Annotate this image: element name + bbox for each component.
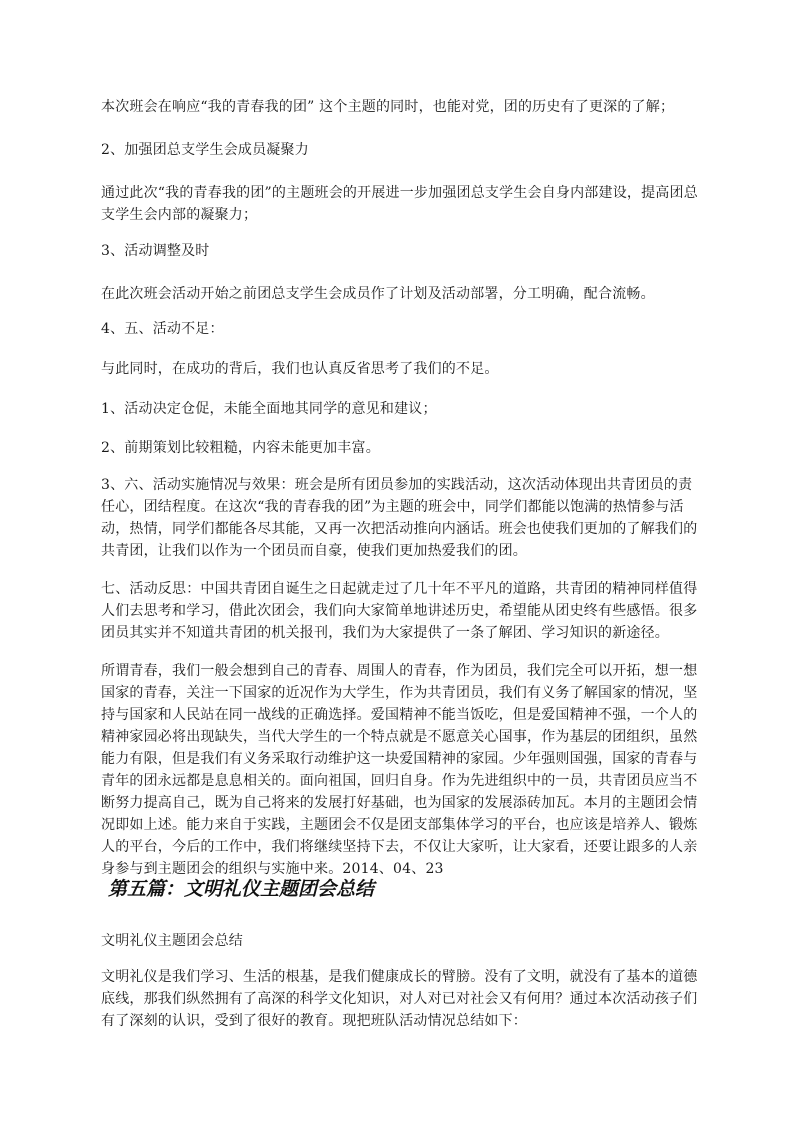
item-heading-cohesion: 2、加强团总支学生会成员凝聚力 [101,142,309,158]
item-heading-adjustment: 3、活动调整及时 [101,243,210,259]
paragraph-effect: 3、六、活动实施情况与效果：班会是所有团员参加的实践活动，这次活动体现出共青团员的责任心，团结程度。在这次“我的青春我的团”为主题的班会中，同学们都能以饱满的热情参与活动，热情，同学们都能各尽其能，又再一次把活动推向内涵话。班会也使我们更加的了解我们的共青团，让我们以作为一个团员而自豪，使我们更加热爱我们的团。 [101,477,698,559]
paragraph-adjustment: 在此次班会活动开始之前团总支学生会成员作了计划及活动部署，分工明确，配合流畅。 [101,286,655,302]
paragraph-shortcomings: 与此同时，在成功的背后，我们也认真反省思考了我们的不足。 [101,361,499,377]
section-subtitle: 文明礼仪主题团会总结 [101,933,243,949]
section-heading: 第五篇：文明礼仪主题团会总结 [108,878,375,900]
paragraph-shortcoming-2: 2、前期策划比较粗糙，内容未能更加丰富。 [101,440,380,456]
section-paragraph: 文明礼仪是我们学习、生活的根基，是我们健康成长的臂膀。没有了文明，就没有了基本的道德底线，那我们纵然拥有了高深的科学文化知识，对人对已对社会又有何用？通过本次活动孩子们有了深刻的认识，受到了很好的教育。现把班队活动情况总结如下： [101,969,698,1029]
item-heading-shortcomings: 4、五、活动不足： [101,321,224,337]
paragraph-intro: 本次班会在响应“我的青春我的团” 这个主题的同时，也能对党，团的历史有了更深的了解； [101,99,675,115]
paragraph-youth: 所谓青春，我们一般会想到自己的青春、周围人的青春，作为团员，我们完全可以开拓，想一想国家的青春，关注一下国家的近况作为大学生，作为共青团员，我们有义务了解国家的情况，坚持与国家和人民站在同一战线的正确选择。爱国精神不能当饭吃，但是爱国精神不强，一个人的精神家园必将出现缺失，当代大学生的一个特点就是不愿意关心国事，作为基层的团组织，虽然能力有限，但是我们有义务采取行动维护这一块爱国精神的家园。少年强则国强，国家的青春与青年的团永远都是息息相关的。面向祖国，回归自身。作为先进组织中的一员，共青团员应当不断努力提高自己，既为自己将来的发展打好基础，也为国家的发展添砖加瓦。本月的主题团会情况即如上述。能力来自于实践，主题团会不仅是团支部集体学习的平台，也应该是培养人、锻炼人的平台，今后的工作中，我们将继续坚持下去，不仅让大家听，让大家看，还要让跟多的人亲身参与到主题团会的组织与实施中来。2014、04、23 [101,663,698,877]
paragraph-cohesion: 通过此次“我的青春我的团”的主题班会的开展进一步加强团总支学生会自身内部建设，提高团总支学生会内部的凝聚力； [101,185,698,223]
paragraph-reflection: 七、活动反思：中国共青团自诞生之日起就走过了几十年不平凡的道路，共青团的精神同样值得人们去思考和学习，借此次团会，我们向大家简单地讲述历史，希望能从团史终有些感悟。很多团员其实并不知道共青团的机关报刊，我们为大家提供了一条了解团、学习知识的新途径。 [101,581,698,641]
paragraph-shortcoming-1: 1、活动决定仓促，未能全面地其同学的意见和建议； [101,401,437,417]
